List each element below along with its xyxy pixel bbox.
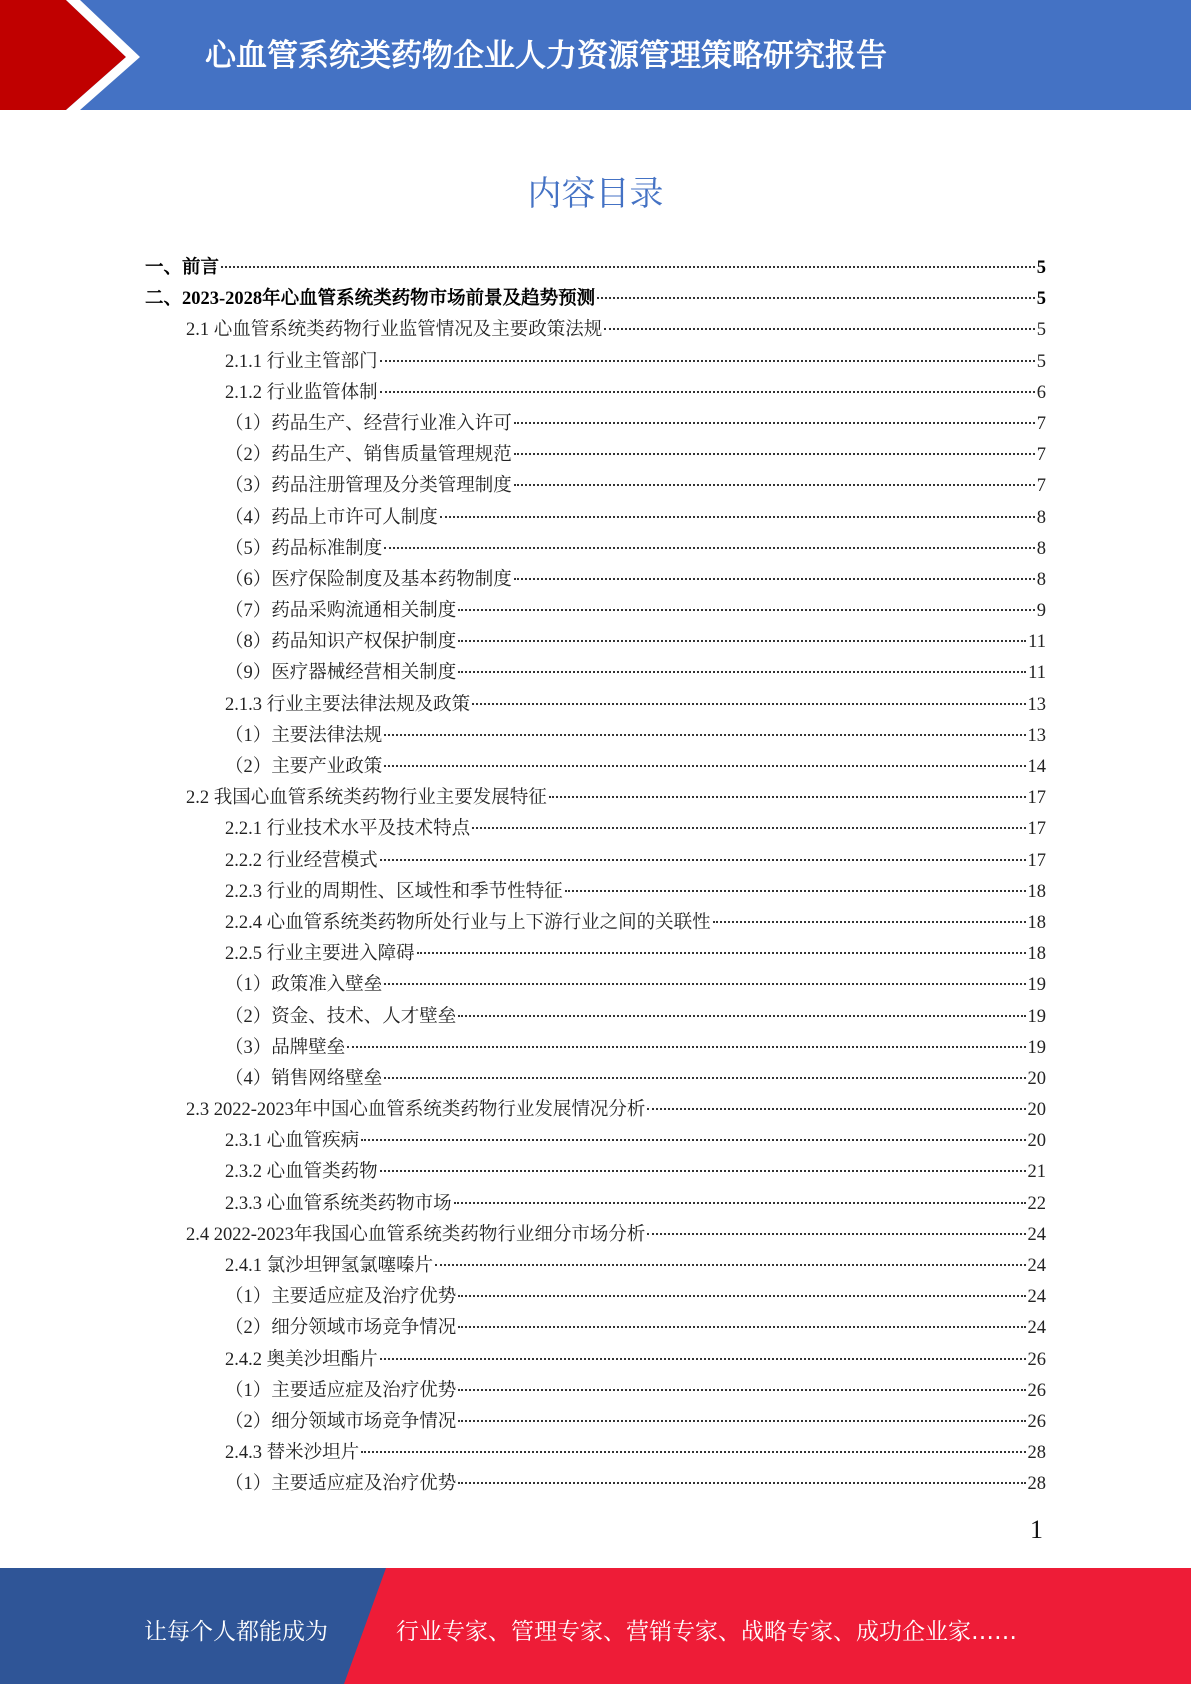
- toc-leader-dots: [713, 921, 1026, 923]
- toc-entry[interactable]: [145, 1345, 1046, 1376]
- toc-entry-page: 19: [1027, 1037, 1046, 1058]
- footer-slogan-left: 让每个人都能成为: [144, 1619, 328, 1645]
- toc-leader-dots: [514, 484, 1035, 486]
- toc-entry-page: 7: [1036, 413, 1046, 434]
- toc-leader-dots: [347, 1046, 1025, 1048]
- toc-entry-title: 2.2.2 行业经营模式: [225, 850, 378, 871]
- toc-entry-page: 13: [1027, 725, 1046, 746]
- toc-entry-page: 5: [1036, 320, 1046, 341]
- toc-entry[interactable]: [145, 565, 1046, 596]
- toc-entry[interactable]: [145, 627, 1046, 658]
- toc-entry-title: 2.1.1 行业主管部门: [225, 351, 378, 372]
- toc-entry-title: （2）主要产业政策: [225, 757, 383, 777]
- toc-entry[interactable]: [145, 1157, 1046, 1188]
- toc-entry-title: （2）细分领域市场竞争情况: [225, 1318, 457, 1339]
- toc-entry-title: （8）药品知识产权保护制度: [225, 632, 457, 653]
- toc-entry-title: 2.4.1 氯沙坦钾氢氯噻嗪片: [225, 1256, 434, 1276]
- toc-entry-title: 2.1 心血管系统类药物行业监管情况及主要政策法规: [186, 320, 603, 341]
- toc-entry-title: 2.1.2 行业监管体制: [225, 382, 378, 403]
- toc-leader-dots: [361, 1139, 1025, 1141]
- toc-entry-page: 13: [1027, 694, 1046, 715]
- toc-entry[interactable]: [145, 1438, 1046, 1469]
- toc-entry-page: 20: [1027, 1131, 1046, 1152]
- toc-leader-dots: [565, 890, 1026, 892]
- toc-entry-title: （2）细分领域市场竞争情况: [225, 1411, 457, 1432]
- toc-entry[interactable]: [145, 471, 1046, 502]
- toc-leader-dots: [458, 1015, 1025, 1017]
- toc-entry-title: （1）政策准入壁垒: [225, 975, 383, 996]
- toc-entry[interactable]: [145, 970, 1046, 1001]
- toc-leader-dots: [458, 671, 1026, 673]
- toc-entry-page: 26: [1027, 1380, 1046, 1401]
- toc-entry[interactable]: [145, 814, 1046, 845]
- toc-entry-title: （9）医疗器械经营相关制度: [225, 663, 457, 684]
- toc-entry[interactable]: [145, 315, 1046, 346]
- toc-entry-page: 11: [1028, 632, 1046, 653]
- toc-entry-page: 19: [1027, 1006, 1046, 1027]
- toc-entry-title: 二、2023-2028年心血管系统类药物市场前景及趋势预测: [145, 289, 596, 310]
- toc-entry[interactable]: [145, 284, 1046, 315]
- toc-entry[interactable]: [145, 846, 1046, 877]
- toc-leader-dots: [472, 827, 1025, 829]
- toc-entry[interactable]: [145, 1189, 1046, 1220]
- toc-entry-page: 6: [1036, 382, 1046, 403]
- toc-entry[interactable]: [145, 1376, 1046, 1407]
- toc-leader-dots: [458, 1295, 1025, 1297]
- footer-banner: [0, 1568, 1191, 1684]
- toc-entry-title: （6）医疗保险制度及基本药物制度: [225, 569, 512, 590]
- toc-entry[interactable]: [145, 908, 1046, 939]
- toc-entry-page: 21: [1027, 1162, 1046, 1183]
- toc-entry-title: （4）销售网络壁垒: [225, 1068, 383, 1089]
- report-title: 心血管系统类药物企业人力资源管理策略研究报告: [205, 38, 887, 74]
- toc-entry-title: 2.3.3 心血管系统类药物市场: [225, 1193, 452, 1214]
- toc-entry-page: 8: [1036, 538, 1046, 559]
- toc-leader-dots: [380, 1358, 1026, 1360]
- toc-entry-title: 一、前言: [145, 258, 220, 278]
- toc-entry[interactable]: [145, 1251, 1046, 1282]
- toc-entry-title: 2.2.5 行业主要进入障碍: [225, 944, 415, 965]
- toc-heading: 内容目录: [527, 174, 664, 214]
- toc-leader-dots: [458, 640, 1026, 642]
- toc-leader-dots: [549, 796, 1026, 798]
- toc-leader-dots: [647, 1108, 1025, 1110]
- toc-entry[interactable]: [145, 721, 1046, 752]
- toc-entry-title: （1）主要适应症及治疗优势: [225, 1380, 457, 1401]
- toc-entry[interactable]: [145, 783, 1046, 814]
- toc-entry-page: 20: [1027, 1068, 1046, 1089]
- toc-entry-page: 17: [1027, 788, 1046, 809]
- toc-entry[interactable]: [145, 596, 1046, 627]
- toc-leader-dots: [514, 578, 1035, 580]
- toc-leader-dots: [417, 952, 1026, 954]
- toc-entry[interactable]: [145, 1220, 1046, 1251]
- toc-entry[interactable]: [145, 1407, 1046, 1438]
- toc-entry-title: 2.3.1 心血管疾病: [225, 1131, 360, 1152]
- page-number: 1: [1030, 1515, 1043, 1544]
- toc-entry-page: 28: [1027, 1443, 1046, 1464]
- toc-leader-dots: [384, 547, 1034, 549]
- toc-entry-title: （2）资金、技术、人才壁垒: [225, 1006, 457, 1027]
- toc-leader-dots: [384, 734, 1025, 736]
- toc-leader-dots: [380, 391, 1035, 393]
- toc-entry[interactable]: [145, 1126, 1046, 1157]
- toc-entry-title: （5）药品标准制度: [225, 538, 383, 559]
- toc-leader-dots: [440, 516, 1035, 518]
- toc-entry-page: 9: [1036, 601, 1046, 622]
- toc-leader-dots: [384, 1077, 1025, 1079]
- toc-entry-title: 2.2 我国心血管系统类药物行业主要发展特征: [186, 788, 547, 809]
- toc-leader-dots: [597, 297, 1035, 299]
- toc-entry-title: （1）主要适应症及治疗优势: [225, 1474, 457, 1495]
- toc-entry-title: 2.4.3 替米沙坦片: [225, 1443, 360, 1464]
- toc-entry-title: 2.1.3 行业主要法律法规及政策: [225, 694, 471, 715]
- toc-leader-dots: [514, 422, 1035, 424]
- toc-leader-dots: [647, 1233, 1025, 1235]
- toc-entry-title: （3）品牌壁垒: [225, 1037, 346, 1058]
- toc-entry-page: 24: [1027, 1318, 1046, 1339]
- toc-leader-dots: [458, 1389, 1025, 1391]
- toc-entry-title: （7）药品采购流通相关制度: [225, 601, 457, 622]
- toc-entry[interactable]: [145, 1002, 1046, 1033]
- toc-leader-dots: [458, 1326, 1025, 1328]
- toc-entry-title: （4）药品上市许可人制度: [225, 507, 438, 528]
- toc-entry-page: 5: [1036, 351, 1046, 372]
- toc-entry[interactable]: [145, 534, 1046, 565]
- toc-entry-page: 20: [1027, 1100, 1046, 1121]
- toc-entry[interactable]: [145, 690, 1046, 721]
- toc-entry[interactable]: [145, 347, 1046, 378]
- toc-leader-dots: [384, 765, 1025, 767]
- toc-entry-title: 2.2.1 行业技术水平及技术特点: [225, 819, 471, 840]
- toc-entry-title: 2.4 2022-2023年我国心血管系统类药物行业细分市场分析: [186, 1224, 646, 1245]
- toc-leader-dots: [435, 1264, 1025, 1266]
- toc-leader-dots: [458, 1482, 1025, 1484]
- toc-entry[interactable]: [145, 253, 1046, 284]
- toc-leader-dots: [458, 1420, 1025, 1422]
- toc-leader-dots: [361, 1451, 1025, 1453]
- toc-leader-dots: [380, 360, 1035, 362]
- toc-entry[interactable]: [145, 1469, 1046, 1500]
- toc-entry-title: （1）药品生产、经营行业准入许可: [225, 413, 512, 434]
- toc-leader-dots: [384, 983, 1025, 985]
- toc-entry-page: 19: [1027, 975, 1046, 996]
- toc-entry-page: 17: [1027, 850, 1046, 871]
- toc-entry-page: 24: [1027, 1256, 1046, 1276]
- toc-leader-dots: [380, 859, 1026, 861]
- toc-entry-title: 2.2.3 行业的周期性、区域性和季节性特征: [225, 881, 563, 902]
- toc-entry-page: 18: [1027, 912, 1046, 933]
- toc-leader-dots: [458, 609, 1034, 611]
- toc-entry-title: 2.4.2 奥美沙坦酯片: [225, 1349, 378, 1370]
- toc-entry-page: 22: [1027, 1193, 1046, 1214]
- footer-slogan-right: 行业专家、管理专家、营销专家、战略专家、成功企业家……: [396, 1619, 1017, 1645]
- toc-entry[interactable]: [145, 939, 1046, 970]
- toc-entry-page: 17: [1027, 819, 1046, 840]
- toc-entry-title: 2.2.4 心血管系统类药物所处行业与上下游行业之间的关联性: [225, 912, 711, 933]
- toc-entry-page: 8: [1036, 569, 1046, 590]
- toc-entry-page: 18: [1027, 881, 1046, 902]
- toc-entry[interactable]: [145, 1064, 1046, 1095]
- toc-entry-page: 8: [1036, 507, 1046, 528]
- toc-entry-page: 5: [1036, 289, 1046, 310]
- toc-leader-dots: [454, 1202, 1026, 1204]
- toc-entry-page: 26: [1027, 1349, 1046, 1370]
- toc-entry-page: 5: [1036, 258, 1046, 278]
- chevron-decoration-icon: [0, 0, 200, 110]
- toc-entry-title: 2.3 2022-2023年中国心血管系统类药物行业发展情况分析: [186, 1100, 646, 1121]
- toc-entry[interactable]: [145, 409, 1046, 440]
- toc-entry-page: 11: [1028, 663, 1046, 684]
- toc-entry-page: 24: [1027, 1287, 1046, 1308]
- toc-entry[interactable]: [145, 1033, 1046, 1064]
- toc-entry-page: 7: [1036, 445, 1046, 466]
- toc-entry-page: 24: [1027, 1224, 1046, 1245]
- report-header-banner: [0, 0, 1191, 110]
- toc-entry[interactable]: [145, 877, 1046, 908]
- toc-entry-title: （1）主要法律法规: [225, 725, 383, 746]
- toc-entry[interactable]: [145, 440, 1046, 471]
- toc-entry-page: 7: [1036, 476, 1046, 497]
- toc-entry[interactable]: [145, 752, 1046, 783]
- toc-entry[interactable]: [145, 378, 1046, 409]
- toc-leader-dots: [472, 703, 1025, 705]
- toc-leader-dots: [514, 453, 1035, 455]
- toc-leader-dots: [380, 1170, 1026, 1172]
- table-of-contents: [145, 253, 1046, 1501]
- toc-entry-page: 28: [1027, 1474, 1046, 1495]
- toc-leader-dots: [604, 328, 1034, 330]
- toc-entry-title: （2）药品生产、销售质量管理规范: [225, 445, 512, 466]
- toc-entry[interactable]: [145, 1313, 1046, 1344]
- toc-entry-page: 14: [1027, 757, 1046, 777]
- toc-entry[interactable]: [145, 658, 1046, 689]
- toc-entry-title: （3）药品注册管理及分类管理制度: [225, 476, 512, 497]
- toc-entry-page: 26: [1027, 1411, 1046, 1432]
- toc-leader-dots: [221, 266, 1035, 268]
- toc-entry[interactable]: [145, 503, 1046, 534]
- toc-entry[interactable]: [145, 1095, 1046, 1126]
- toc-entry-page: 18: [1027, 944, 1046, 965]
- toc-entry[interactable]: [145, 1282, 1046, 1313]
- toc-entry-title: 2.3.2 心血管类药物: [225, 1162, 378, 1183]
- toc-entry-title: （1）主要适应症及治疗优势: [225, 1287, 457, 1308]
